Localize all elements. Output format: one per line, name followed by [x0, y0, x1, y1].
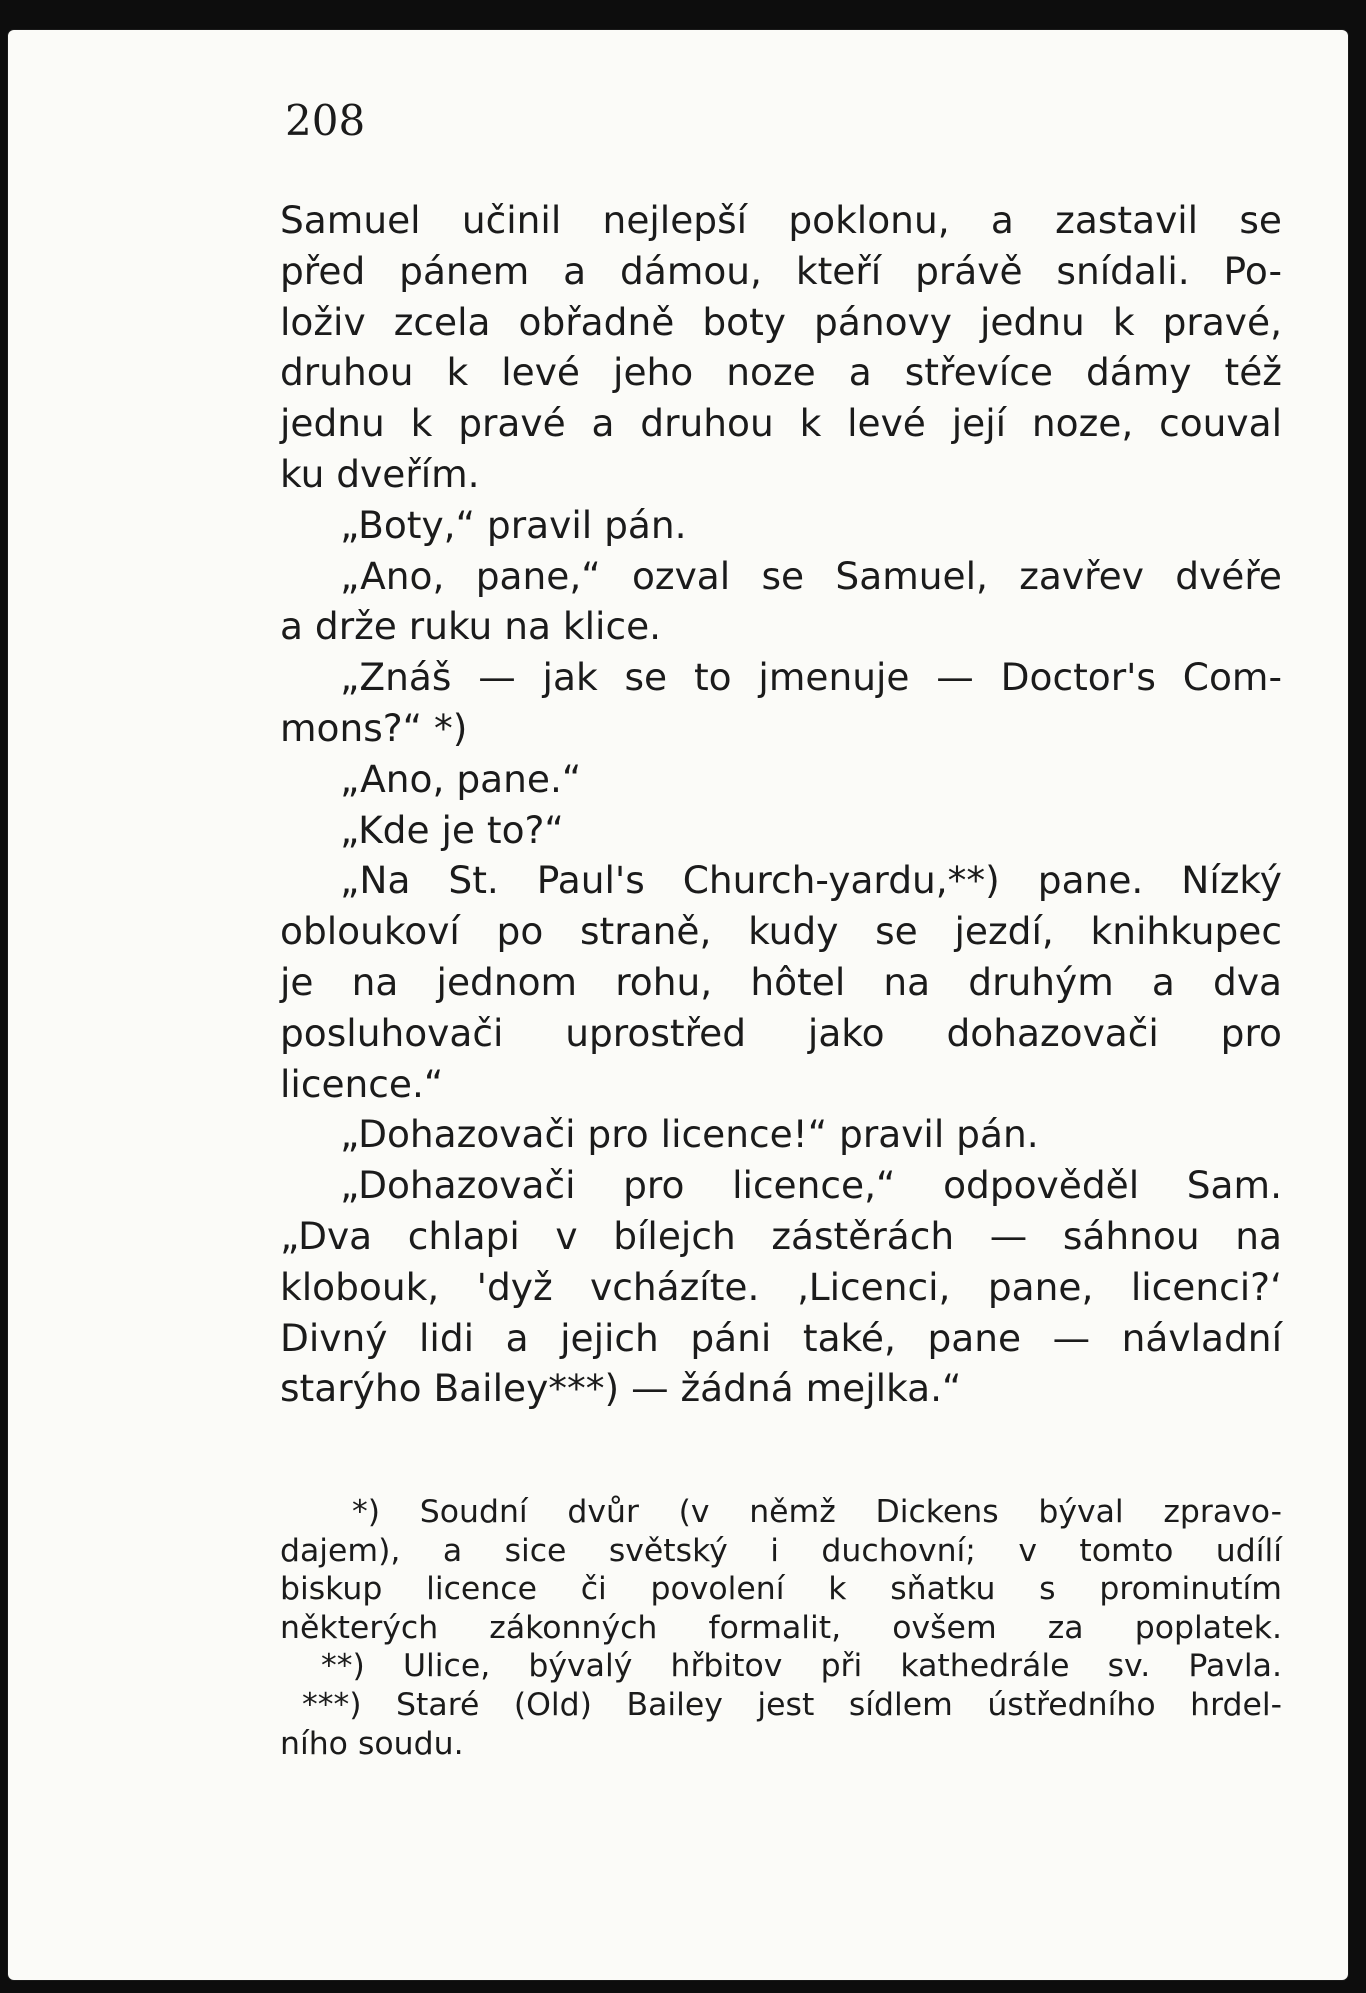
text-line: „Kde je to?“ [340, 807, 564, 852]
text-line: „Dohazovači pro licence!“ pravil pán. [340, 1112, 1039, 1157]
text-line: „Ano, pane.“ [340, 756, 582, 801]
text-line: „Znáš — jak se to jmenuje — Doctor's Com- [340, 655, 1282, 700]
text-line: a drže ruku na klice. [280, 604, 662, 649]
text-line: „Boty,“ pravil pán. [340, 502, 687, 547]
text-line: „Dva chlapi v bílejch zástěrách — sáhnou na [280, 1213, 1282, 1258]
footnote-line: dajem), a sice světský i duchovní; v tomto udílí [280, 1532, 1282, 1569]
text-line: jednu k pravé a druhou k levé její noze, couval [280, 401, 1282, 446]
text-line: „Dohazovači pro licence,“ odpověděl Sam. [340, 1163, 1282, 1208]
text-line: licence.“ [280, 1061, 444, 1106]
footnote-line: biskup licence či povolení k sňatku s prominutím [280, 1571, 1282, 1608]
text-line: starýho Bailey***) — žádná mejlka.“ [280, 1366, 962, 1411]
text-line: „Ano, pane,“ ozval se Samuel, zavřev dvéře [340, 553, 1282, 598]
footnote-line: **) Ulice, bývalý hřbitov při kathedrále sv. Pavla. [321, 1648, 1282, 1685]
footnote-line: některých zákonných formalit, ovšem za poplatek. [280, 1609, 1282, 1646]
body-text [280, 195, 1282, 1414]
footnote-line: ního soudu. [280, 1725, 464, 1762]
text-line: loživ zcela obřadně boty pánovy jednu k pravé, [280, 299, 1282, 344]
text-line: je na jednom rohu, hôtel na druhým a dva [280, 959, 1282, 1004]
text-line: Divný lidi a jejich páni také, pane — návladní [280, 1315, 1282, 1360]
text-line: obloukoví po straně, kudy se jezdí, knihkupec [280, 909, 1282, 954]
footnotes [280, 1493, 1282, 1763]
text-line: ku dveřím. [280, 451, 480, 496]
text-line: mons?“ *) [280, 705, 468, 750]
text-line: druhou k levé jeho noze a střevíce dámy též [280, 350, 1282, 395]
book-page [8, 30, 1348, 1980]
footnote-line: *) Soudní dvůr (v němž Dickens býval zpravo- [352, 1494, 1282, 1530]
text-line: klobouk, 'dyž vcházíte. ‚Licenci, pane, licenci?‘ [280, 1264, 1282, 1309]
text-line: před pánem a dámou, kteří právě snídali. Po- [280, 248, 1282, 293]
footnote-line: ***) Staré (Old) Bailey jest sídlem ústředního hrdel- [302, 1686, 1282, 1723]
text-line: posluhovači uprostřed jako dohazovači pro [280, 1010, 1282, 1055]
text-line: Samuel učinil nejlepší poklonu, a zastavil se [280, 198, 1282, 242]
page-number: 208 [285, 96, 366, 145]
text-line: „Na St. Paul's Church-yardu,**) pane. Nízký [340, 858, 1282, 903]
